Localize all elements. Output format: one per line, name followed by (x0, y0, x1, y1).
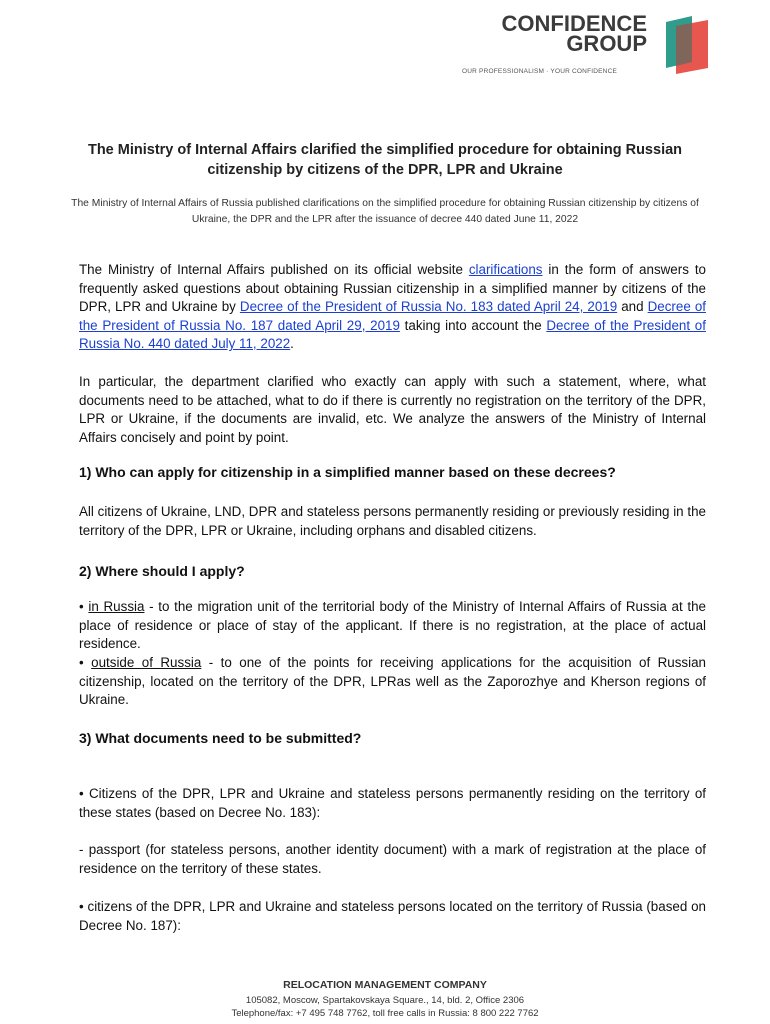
logo-tagline: OUR PROFESSIONALISM · YOUR CONFIDENCE (462, 68, 617, 75)
question-3-paragraph-2: - passport (for stateless persons, another identity document) with a mark of registration at the place of residence on the territory of these states. (79, 842, 706, 876)
intro-text-1: The Ministry of Internal Affairs published on its official website (79, 262, 469, 277)
question-2-bullet-2 (79, 654, 706, 710)
in-russia-label: in Russia (88, 599, 145, 614)
document-subtitle: The Ministry of Internal Affairs of Russia published clarifications on the simplified procedure for obtaining Russian citizenship by citizens of Ukraine, the DPR and the LPR after the issuance of decree 440 dated June 11, 2022 (71, 198, 699, 225)
footer-address: 105082, Moscow, Spartakovskaya Square., 14, bld. 2, Office 2306 (245, 995, 525, 1006)
intro-text-2: in the form of answers to frequently asked questions about obtaining Russian citizenship in a simplified manner by citizens of the DPR, LPR and Ukraine by (79, 262, 706, 314)
decree-183-link[interactable]: Decree of the President of Russia No. 183 dated April 24, 2019 (239, 299, 618, 314)
intro-paragraph (79, 261, 706, 354)
question-3-paragraph-1: • Citizens of the DPR, LPR and Ukraine and stateless persons permanently residing on the territory of these states (based on Decree No. 183): (79, 786, 706, 820)
footer-phone: Telephone/fax: +7 495 748 7762, toll free calls in Russia: 8 800 222 7762 (231, 1008, 539, 1019)
company-logo (462, 11, 712, 80)
logo-line1: CONFIDENCE (501, 11, 647, 36)
question-2-heading: 2) Where should I apply? (79, 563, 245, 579)
footer-company: RELOCATION MANAGEMENT COMPANY (283, 979, 487, 991)
outside-russia-label: outside of Russia (91, 655, 202, 670)
particular-paragraph: In particular, the department clarified who exactly can apply with such a statement, where, what documents need to be attached, what to do if there is currently no registration on the territory of the DPR, LPR or Ukraine, if the documents are invalid, etc. We analyze the answers of the Ministry of Internal Affairs concisely and point by point. (79, 374, 706, 445)
intro-text-5: . (290, 336, 294, 351)
bullet-2-text: - to one of the points for receiving applications for the acquisition of Russian citizenship, located on the territory of the DPR, LPRas well as the Zaporozhye and Kherson regions of Ukraine. (79, 655, 707, 707)
logo-wordmark (462, 11, 647, 56)
document-title: The Ministry of Internal Affairs clarified the simplified procedure for obtaining Russian citizenship by citizens of the DPR, LPR and Ukraine (87, 142, 683, 178)
intro-text-4: taking into account the (399, 317, 547, 333)
clarifications-link[interactable]: clarifications (468, 262, 543, 277)
question-3-heading: 3) What documents need to be submitted? (79, 730, 362, 746)
question-1-heading: 1) Who can apply for citizenship in a simplified manner based on these decrees? (79, 464, 616, 480)
question-2-bullet-1 (79, 598, 706, 654)
intro-text-3: and (617, 299, 648, 314)
question-1-answer: All citizens of Ukraine, LND, DPR and stateless persons permanently residing or previously residing in the territory of the DPR, LPR or Ukraine, including orphans and disabled citizens. (79, 504, 706, 538)
decree-440-link[interactable]: Decree of the President of Russia No. 440 dated July 11, 2022 (79, 317, 706, 351)
logo-line2: GROUP (566, 31, 647, 56)
bullet-2-prefix: • (79, 655, 92, 670)
question-3-paragraph-3: • citizens of the DPR, LPR and Ukraine and stateless persons located on the territory of Russia (based on Decree No. 187): (79, 899, 706, 933)
bullet-1-text: - to the migration unit of the territorial body of the Ministry of Internal Affairs of Russia at the place of residence or place of stay of the applicant. If there is no registration, at the place of actual residence. (79, 599, 706, 651)
decree-187-link[interactable]: Decree of the President of Russia No. 187 dated April 29, 2019 (79, 299, 706, 333)
logo-mark-icon (658, 16, 712, 74)
bullet-1-prefix: • (79, 599, 89, 614)
